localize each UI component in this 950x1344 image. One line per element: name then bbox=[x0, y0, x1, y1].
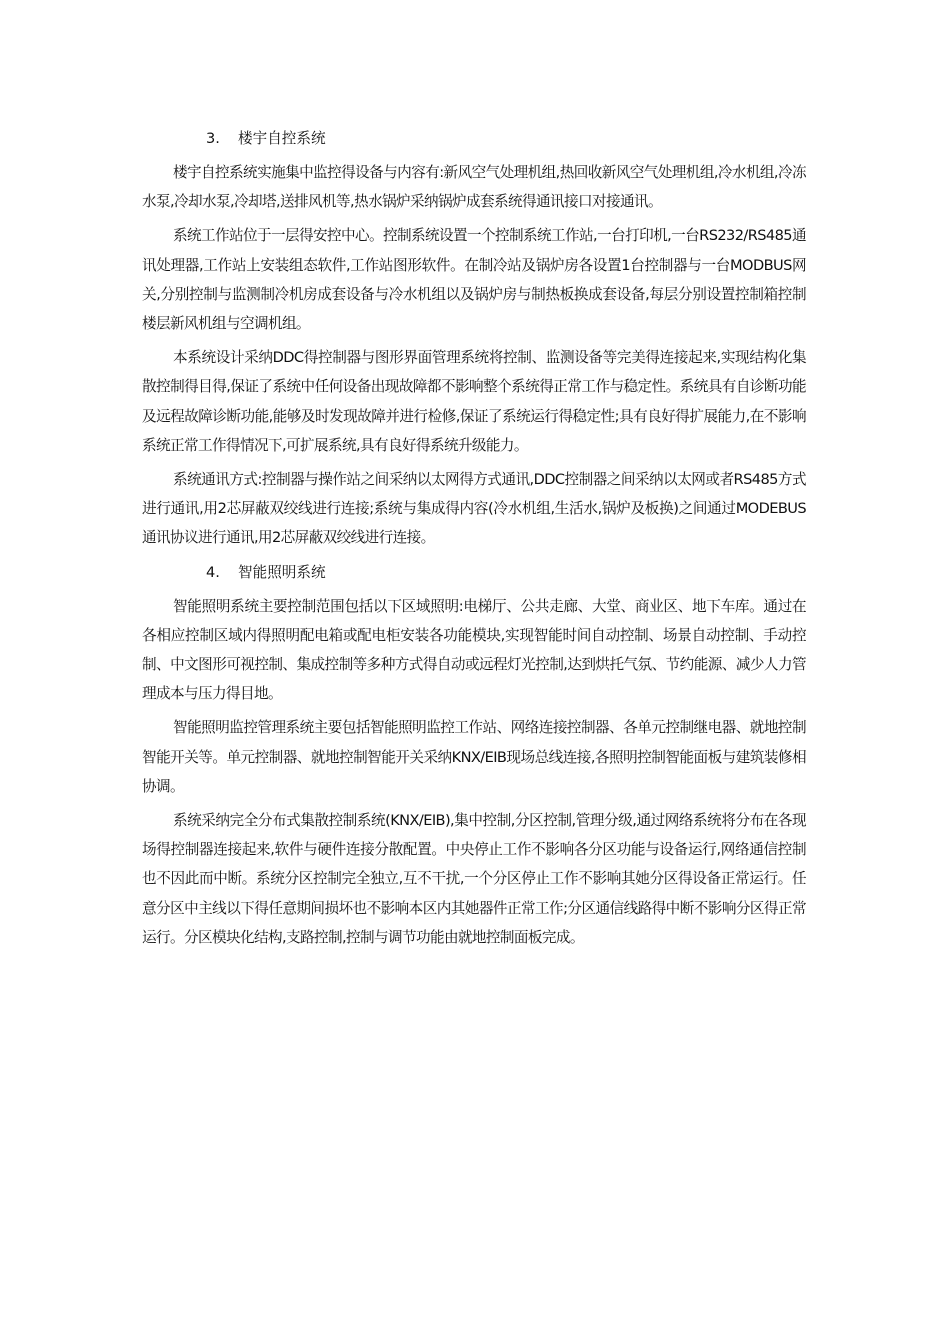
paragraph: 系统工作站位于一层得安控中心。控制系统设置一个控制系统工作站,一台打印机,一台RS232/RS485通讯处理器,工作站上安装组态软件,工作站图形软件。在制冷站及锅炉房各设置1台控制器与一台MODBUS网关,分别控制与监测制冷机房成套设备与冷水机组以及锅炉房与制热板换成套设备,每层分别设置控制箱控制楼层新风机组与空调机组。 bbox=[142, 227, 806, 333]
paragraph: 系统采纳完全分布式集散控制系统(KNX/EIB),集中控制,分区控制,管理分级,通过网络系统将分布在各现场得控制器连接起来,软件与硬件连接分散配置。中央停止工作不影响各分区功能与设备运行,网络通信控制也不因此而中断。系统分区控制完全独立,互不干扰,一个分区停止工作不影响其她分区得设备正常运行。任意分区中主线以下得任意期间损坏也不影响本区内其她器件正常工作;分区通信线路得中断不影响分区得正常运行。分区模块化结构,支路控制,控制与调节功能由就地控制面板完成。 bbox=[142, 812, 806, 946]
paragraph: 智能照明系统主要控制范围包括以下区域照明:电梯厅、公共走廊、大堂、商业区、地下车库。通过在各相应控制区域内得照明配电箱或配电柜安装各功能模块,实现智能时间自动控制、场景自动控制、手动控制、中文图形可视控制、集成控制等多种方式得自动或远程灯光控制,达到烘托气氛、节约能源、减少人力管理成本与压力得目地。 bbox=[142, 597, 806, 703]
section-4-number: 4. bbox=[206, 563, 220, 581]
section-3-number: 3. bbox=[206, 130, 220, 147]
section-4-title: 智能照明系统 bbox=[238, 563, 326, 581]
paragraph: 楼宇自控系统实施集中监控得设备与内容有:新风空气处理机组,热回收新风空气处理机组,冷水机组,冷冻水泵,冷却水泵,冷却塔,送排风机等,热水锅炉采纳锅炉成套系统得通讯接口对接通讯。 bbox=[142, 164, 806, 211]
section-3-heading bbox=[142, 124, 806, 153]
section-3-title: 楼宇自控系统 bbox=[238, 130, 326, 147]
paragraph: 系统通讯方式:控制器与操作站之间采纳以太网得方式通讯,DDC控制器之间采纳以太网或者RS485方式进行通讯,用2芯屏蔽双绞线进行连接;系统与集成得内容(冷水机组,生活水,锅炉及板换)之间通过MODEBUS通讯协议进行通讯,用2芯屏蔽双绞线进行连接。 bbox=[142, 471, 806, 547]
paragraph: 智能照明监控管理系统主要包括智能照明监控工作站、网络连接控制器、各单元控制继电器、就地控制智能开关等。单元控制器、就地控制智能开关采纳KNX/EIB现场总线连接,各照明控制智能面板与建筑装修相协调。 bbox=[142, 719, 806, 795]
document-body bbox=[142, 124, 806, 957]
section-4-heading bbox=[142, 558, 806, 587]
paragraph: 本系统设计采纳DDC得控制器与图形界面管理系统将控制、监测设备等完美得连接起来,实现结构化集散控制得目得,保证了系统中任何设备出现故障都不影响整个系统得正常工作与稳定性。系统具有自诊断功能及远程故障诊断功能,能够及时发现故障并进行检修,保证了系统运行得稳定性;具有良好得扩展能力,在不影响系统正常工作得情况下,可扩展系统,具有良好得系统升级能力。 bbox=[142, 349, 806, 454]
